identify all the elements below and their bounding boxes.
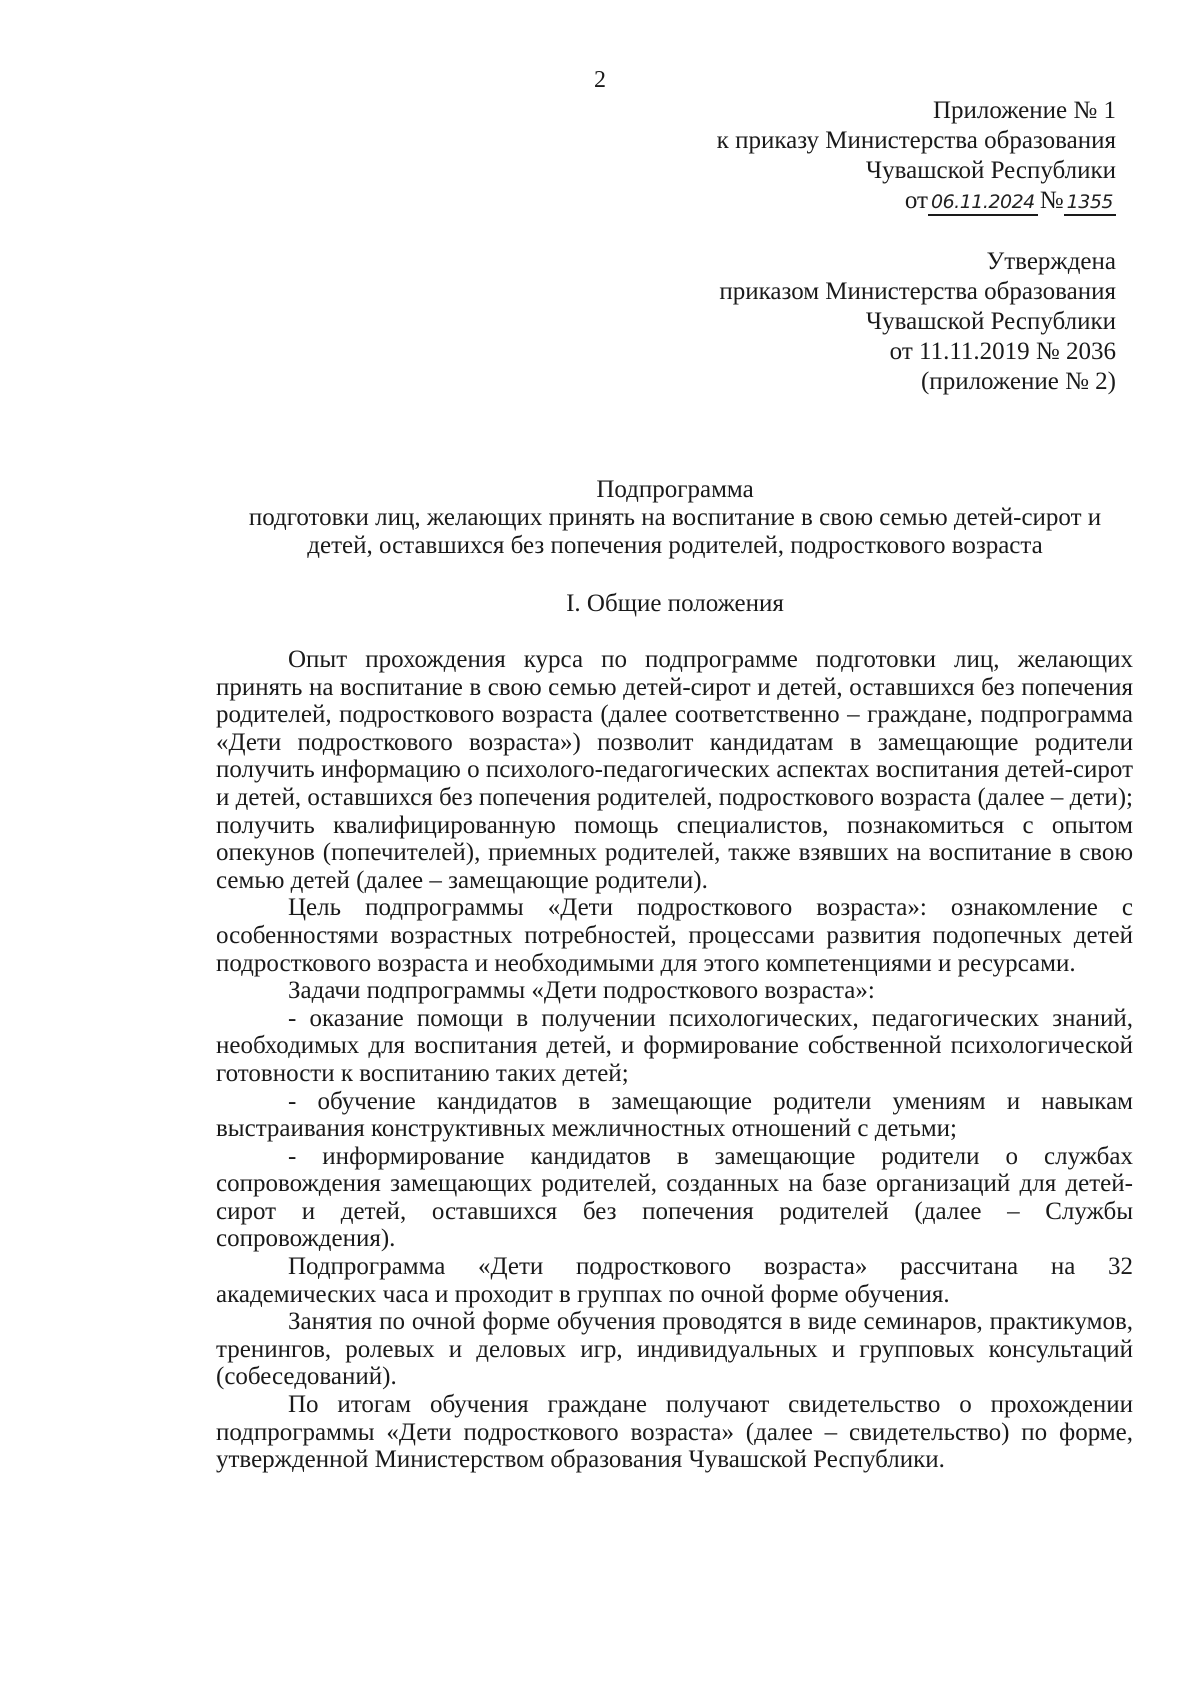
appendix-title: Приложение № 1: [932, 97, 1116, 124]
page-number: 2: [594, 67, 606, 93]
number-prefix: №: [1039, 187, 1064, 214]
handwritten-number: 1355: [1064, 190, 1116, 216]
approved-republic-line: Чувашской Республики: [865, 308, 1116, 335]
paragraph: Подпрограмма «Дети подросткового возраста» рассчитана на 32 академических часа и проходит в группах по очной форме обучения.: [216, 1253, 1133, 1308]
approved-order-line: приказом Министерства образования: [719, 278, 1116, 305]
paragraph: - оказание помощи в получении психологических, педагогических знаний, необходимых для воспитания детей, и формирование собственной психологической готовности к воспитанию таких детей;: [216, 1004, 1133, 1087]
paragraph: Задачи подпрограммы «Дети подросткового возраста»:: [288, 977, 875, 1005]
approved-date-line: от 11.11.2019 № 2036: [889, 338, 1116, 365]
paragraph: - информирование кандидатов в замещающие родители о службах сопровождения замещающих родителей, созданных на базе организаций для детей-сирот и детей, оставшихся без попечения родителей (далее – Службы сопровождения).: [216, 1142, 1133, 1253]
paragraph: Цель подпрограммы «Дети подросткового возраста»: ознакомление с особенностями возрастных потребностей, процессами развития подопечных детей подросткового возраста и необходимыми для этого компетенциями и ресурсами.: [216, 894, 1133, 977]
handwritten-date: 06.11.2024: [928, 190, 1038, 216]
paragraph: Опыт прохождения курса по подпрограмме подготовки лиц, желающих принять на воспитание в свою семью детей-сирот и детей, оставшихся без попечения родителей, подросткового возраста (далее соответственно – граждане, подпрограмма «Дети подросткового возраста») позволит кандидатам в замещающие родители получить информацию о психолого-педагогических аспектах воспитания детей-сирот и детей, оставшихся без попечения родителей, подросткового возраста (далее – дети); получить квалифицированную помощь специалистов, познакомиться с опытом опекунов (попечителей), приемных родителей, также взявших на воспитание в свою семью детей (далее – замещающие родители).: [216, 646, 1133, 894]
paragraph: По итогам обучения граждане получают свидетельство о прохождении подпрограммы «Дети подросткового возраста» (далее – свидетельство) по форме, утвержденной Министерством образования Чувашской Республики.: [216, 1391, 1133, 1474]
body-text: [216, 646, 1133, 1474]
date-prefix: от: [904, 187, 928, 214]
paragraph: - обучение кандидатов в замещающие родители умениям и навыкам выстраивания конструктивных межличностных отношений с детьми;: [216, 1087, 1133, 1143]
title-line-2: подготовки лиц, желающих принять на воспитание в свою семью детей-сирот и: [248, 504, 1102, 531]
approval-header: [719, 247, 1116, 397]
appendix-order-line: к приказу Министерства образования: [716, 127, 1116, 154]
title-line-3: детей, оставшихся без попечения родителей, подросткового возраста: [307, 532, 1043, 559]
paragraph: Занятия по очной форме обучения проводятся в виде семинаров, практикумов, тренингов, ролевых и деловых игр, индивидуальных и групповых консультаций (собеседований).: [216, 1308, 1133, 1391]
approved-title: Утверждена: [986, 248, 1116, 275]
appendix-republic-line: Чувашской Республики: [865, 157, 1116, 184]
title-line-1: Подпрограмма: [596, 476, 754, 503]
section-heading: I. Общие положения: [566, 590, 784, 617]
approved-appendix-ref: (приложение № 2): [920, 368, 1116, 395]
document-title: [210, 476, 1140, 560]
appendix-header: [717, 96, 1116, 216]
appendix-date-line: [717, 186, 1116, 216]
